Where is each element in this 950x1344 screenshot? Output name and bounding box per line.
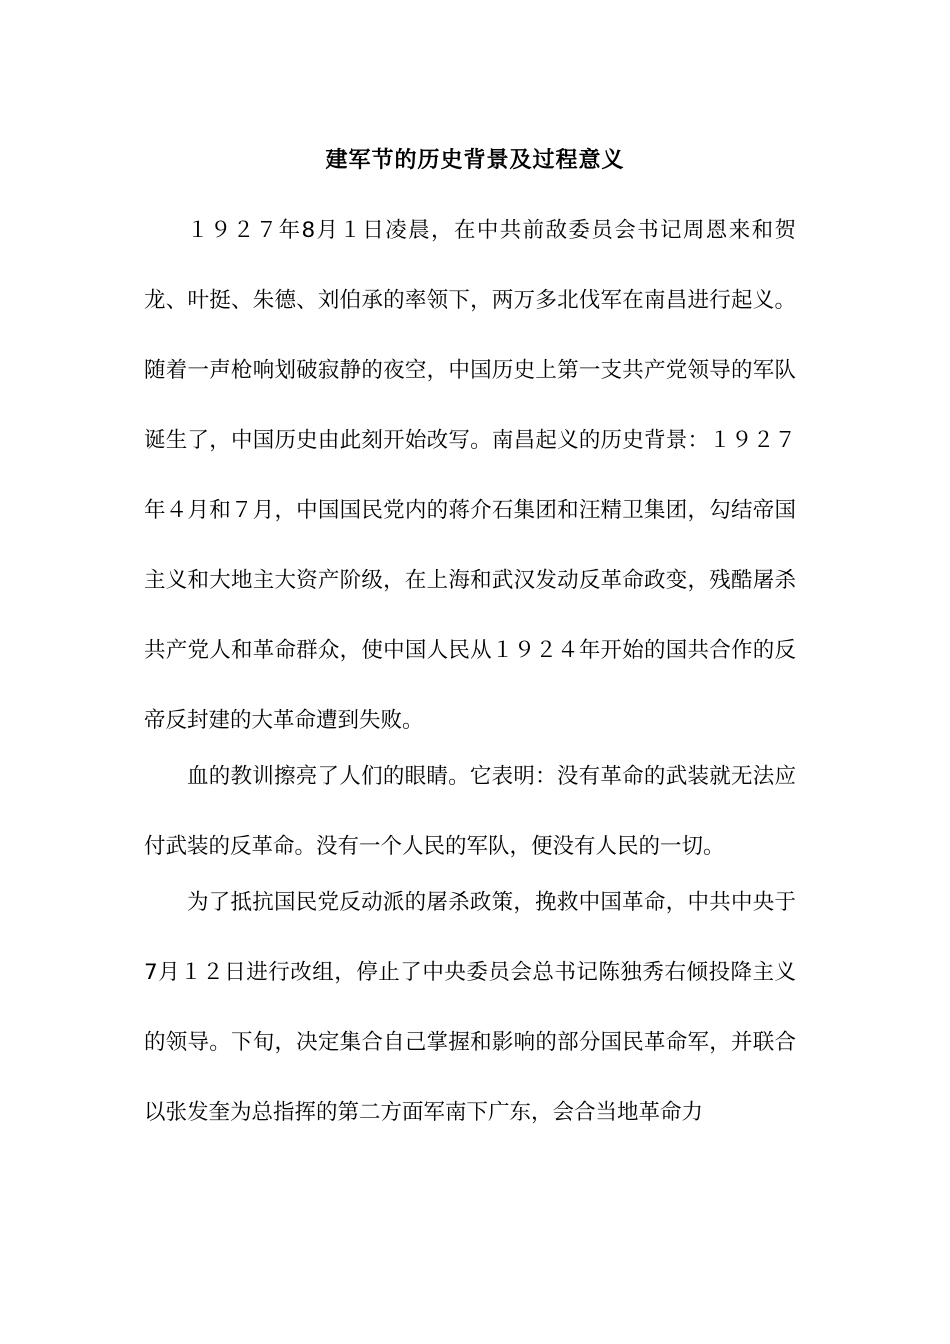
paragraph-3: 为了抵抗国民党反动派的屠杀政策，挽救中国革命，中共中央于7月１２日进行改组，停止了中央委员会总书记陈独秀右倾投降主义的领导。下旬，决定集合自己掌握和影响的部分国民革命军，并联合以张发奎为总指挥的第二方面军南下广东，会合当地革命力 <box>144 890 796 1125</box>
paragraph-1: １９２７年8月１日凌晨，在中共前敌委员会书记周恩来和贺龙、叶挺、朱德、刘伯承的率领下，两万多北伐军在南昌进行起义。随着一声枪响划破寂静的夜空，中国历史上第一支共产党领导的军队诞生了，中国历史由此刻开始改写。南昌起义的历史背景：１９２７年４月和７月，中国国民党内的蒋介石集团和汪精卫集团，勾结帝国主义和大地主大资产阶级，在上海和武汉发动反革命政变，残酷屠杀共产党人和革命群众，使中国人民从１９２４年开始的国共合作的反帝反封建的大革命遭到失败。 <box>144 218 796 733</box>
document-body <box>144 196 796 1148</box>
document-title: 建军节的历史背景及过程意义 <box>325 147 625 173</box>
paragraph-2: 血的教训擦亮了人们的眼睛。它表明：没有革命的武装就无法应付武装的反革命。没有一个人民的军队，便没有人民的一切。 <box>144 764 796 859</box>
